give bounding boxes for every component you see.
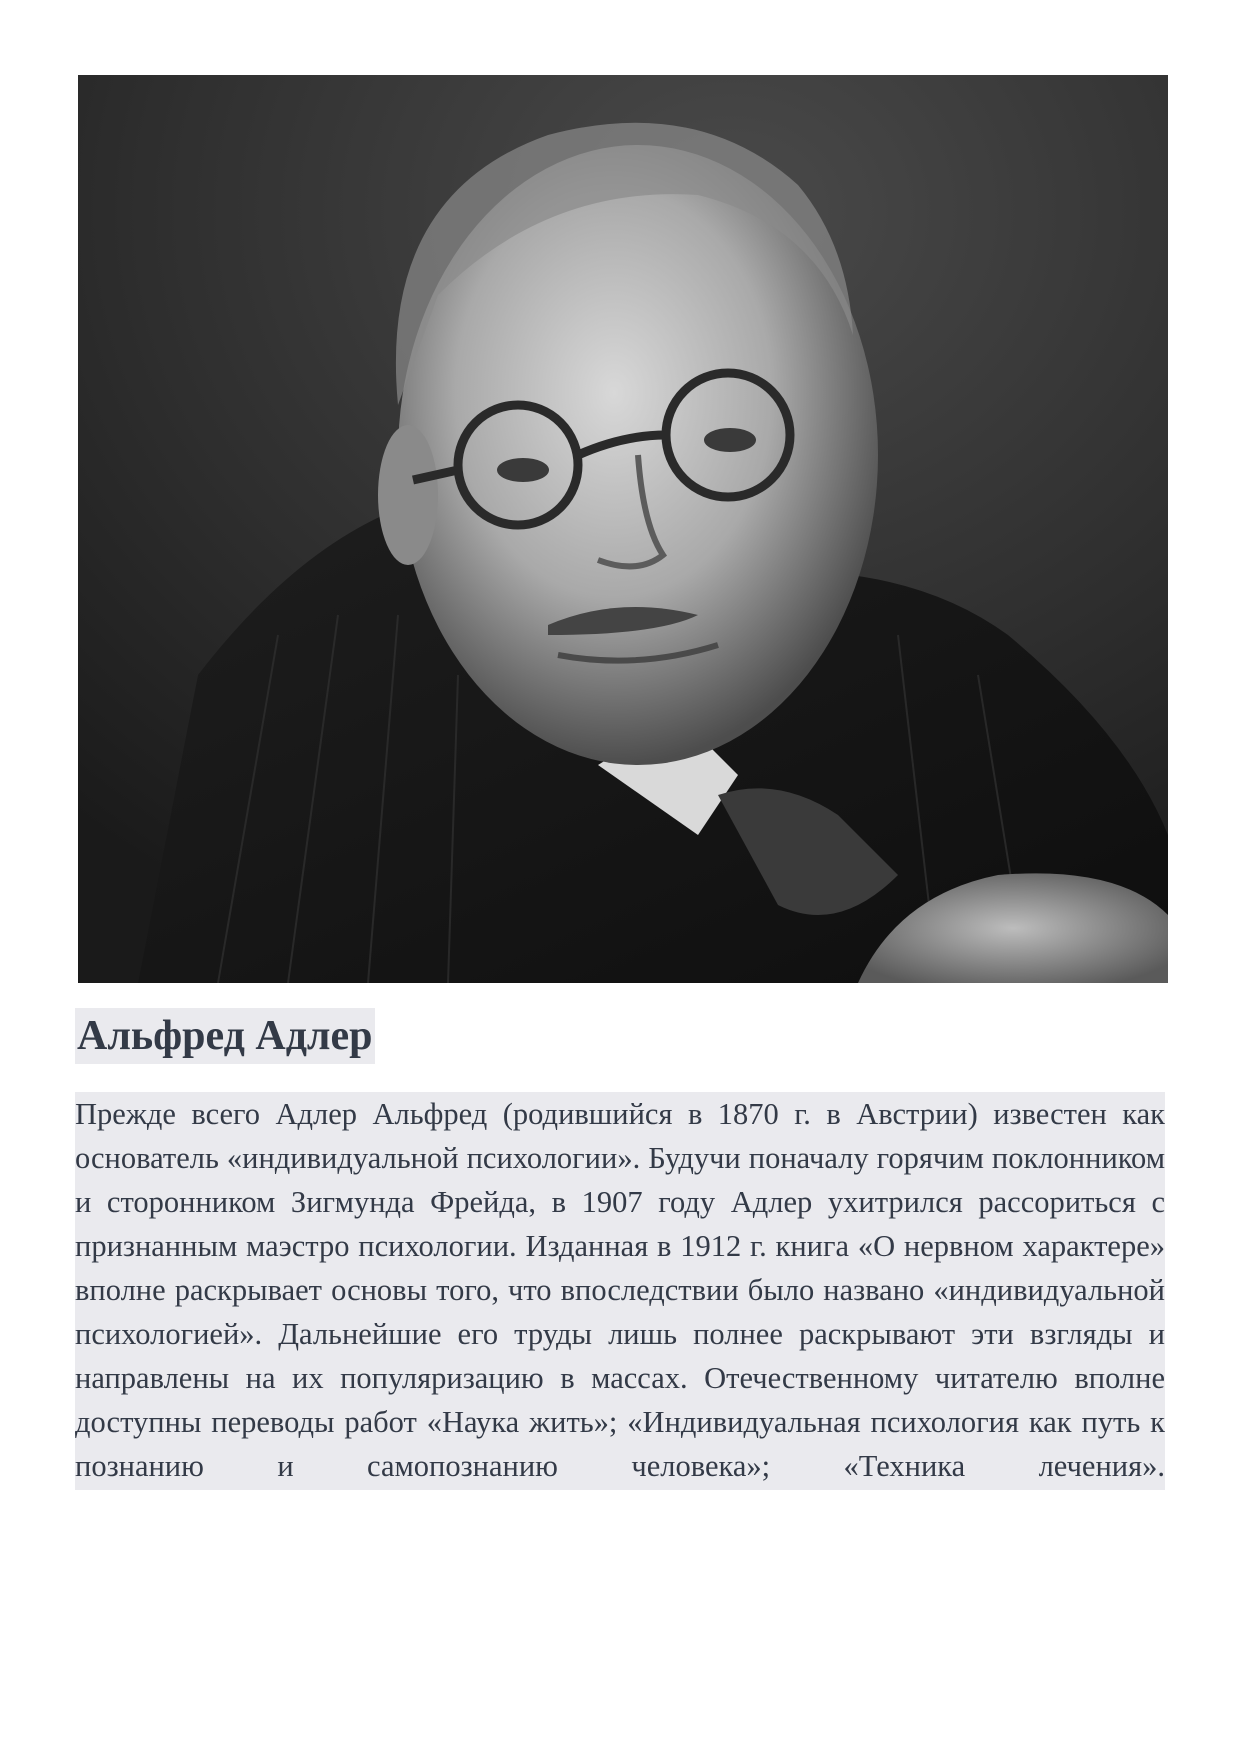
portrait-photo xyxy=(78,75,1168,983)
page-title: Альфред Адлер xyxy=(77,1013,373,1059)
body-paragraph xyxy=(75,1092,1165,1488)
portrait-illustration xyxy=(78,75,1168,983)
body-paragraph-text: Прежде всего Адлер Альфред (родившийся в 1870 г. в Австрии) известен как основатель «индивидуальной психологии». Будучи поначалу горячим поклонником и сторонником Зигмунда Фрейда, в 1907 году Адлер ухитрился рассориться с признанным маэстро психологии. Изданная в 1912 г. книга «О нервном характере» вполне раскрывает основы того, что впоследствии было названо «индивидуальной психологией». Дальнейшие его труды лишь полнее раскрывают эти взгляды и направлены на их популяризацию в массах. Отечественному читателю вполне доступны переводы работ «Наука жить»; «Индивидуальная психология как путь к познанию и самопознанию человека»; «Техника лечения». xyxy=(75,1092,1165,1490)
title-highlight xyxy=(75,1008,375,1064)
